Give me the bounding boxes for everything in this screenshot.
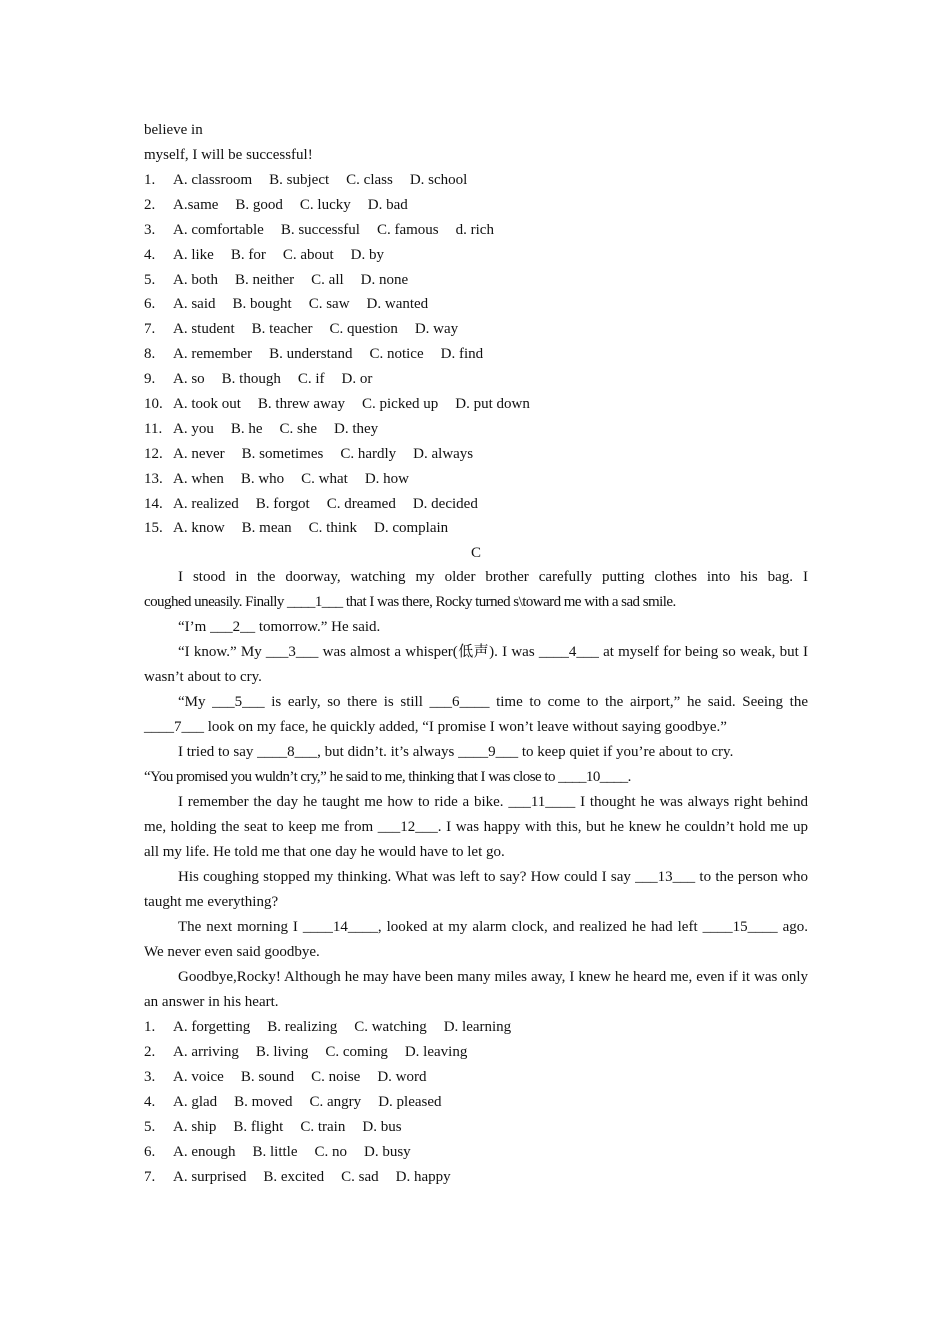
options-b-question-8 [144,342,808,367]
answer-choice: A. comfortable [173,221,264,238]
question-number: 12. [144,445,163,462]
answer-choice: B. mean [241,520,292,537]
options-b-question-13 [144,467,808,492]
answer-choice: D. busy [364,1143,411,1160]
passage-p4: “My ___5___ is early, so there is still ___6____ time to come to the airport,” he said. Seeing the ____7___ look on my face, he quickly added, “I promise I won’t leave without saying goodbye.” [144,694,808,736]
answer-choice: D. school [409,172,468,188]
answer-choice: C. think [308,520,358,537]
answer-choice: A. enough [173,1143,236,1160]
answer-choice: B. he [230,420,263,437]
answer-choice: C. sad [341,1168,379,1185]
answer-choice: D. bad [367,196,408,213]
answer-choice: A. glad [173,1094,218,1111]
options-b-question-12 [144,442,808,467]
answer-choice: C. if [297,371,325,388]
answer-choice: D. complain [374,520,449,537]
question-number: 4. [144,1094,156,1111]
answer-choice: C. class [346,172,393,188]
answer-choice: B. neither [235,271,295,288]
question-number: 15. [144,520,163,537]
passage-p9: Goodbye,Rocky! Although he may have been many miles away, I knew he heard me, even if it was only an answer in his heart. [144,969,808,1011]
answer-choice: C. she [279,420,318,437]
answer-choice: A. student [173,321,235,338]
options-b-question-7 [144,317,808,342]
question-number: 8. [144,346,156,363]
passage-p5-line2: “You promised you wuldn’t cry,” he said to me, thinking that I was close to ____10____. [144,769,631,786]
answer-choice: A. you [173,420,214,437]
options-b-question-15 [144,516,808,541]
passage-p2: “I’m ___2__ tomorrow.” He said. [178,619,381,636]
answer-choice: B. understand [269,346,353,363]
answer-choice: D. none [360,271,409,288]
options-b-question-3 [144,218,808,243]
answer-choice: C. coming [325,1044,388,1061]
answer-choice: D. or [341,371,373,388]
intro-line-1: believe in [144,122,203,138]
question-number: 2. [144,1044,156,1061]
options-b-question-14 [144,492,808,517]
answer-choice: B. sometimes [241,445,324,462]
question-number: 5. [144,1118,156,1135]
question-number: 10. [144,396,163,413]
answer-choice: A. arriving [173,1044,239,1061]
passage-p1-line2: coughed uneasily. Finally ____1___ that I was there, Rocky turned s\toward me with a sad smile. [144,594,676,611]
options-b-question-5 [144,268,808,293]
options-b-question-9 [144,367,808,392]
answer-choice: B. bought [232,296,292,313]
answer-choice: D. pleased [378,1094,442,1111]
answer-choice: C. about [282,246,334,263]
options-c-question-1 [144,1015,808,1040]
answer-choice: A. classroom [173,172,253,188]
passage-p7: His coughing stopped my thinking. What was left to say? How could I say ___13___ to the person who taught me everything? [144,869,808,911]
answer-choice: A. so [173,371,205,388]
options-list-c [144,1015,808,1189]
question-number: 4. [144,246,156,263]
question-number: 6. [144,296,156,313]
answer-choice: C. noise [311,1069,361,1086]
answer-choice: B. though [221,371,281,388]
options-c-question-7 [144,1165,808,1190]
options-c-question-6 [144,1140,808,1165]
passage-p5-line1: I tried to say ____8___, but didn’t. it’s always ____9___ to keep quiet if you’re about to cry. [178,744,734,761]
answer-choice: B. good [235,196,283,213]
answer-choice: B. who [240,470,285,487]
intro-line-2: myself, I will be successful! [144,147,313,163]
options-b-question-4 [144,243,808,268]
answer-choice: B. realizing [267,1019,338,1036]
answer-choice: D. always [413,445,474,462]
options-list-b [144,168,808,541]
answer-choice: D. how [364,470,410,487]
answer-choice: A. never [173,445,225,462]
answer-choice: A. voice [173,1069,224,1086]
answer-choice: C. what [301,470,348,487]
options-b-question-6 [144,292,808,317]
answer-choice: B. sound [240,1069,295,1086]
answer-choice: D. by [350,246,385,263]
question-number: 2. [144,196,156,213]
answer-choice: C. all [311,271,344,288]
question-number: 5. [144,271,156,288]
answer-choice: B. successful [280,221,360,238]
answer-choice: C. question [329,321,398,338]
answer-choice: C. notice [369,346,424,363]
answer-choice: A. said [173,296,216,313]
question-number: 6. [144,1143,156,1160]
answer-choice: D. happy [395,1168,451,1185]
passage-p8: The next morning I ____14____, looked at my alarm clock, and realized he had left ____15____ ago. We never even said goodbye. [144,919,808,961]
question-number: 3. [144,1069,156,1086]
question-number: 14. [144,495,163,512]
options-b-question-11 [144,417,808,442]
answer-choice: C. angry [309,1094,362,1111]
question-number: 7. [144,321,156,338]
answer-choice: B. forgot [255,495,310,512]
answer-choice: B. moved [234,1094,293,1111]
answer-choice: B. for [230,246,266,263]
section-c-heading: C [470,545,481,562]
passage-p3: “I know.” My ___3___ was almost a whisper(低声). I was ____4___ at myself for being so weak, but I wasn’t about to cry. [144,644,808,686]
answer-choice: B. teacher [251,321,313,338]
answer-choice: A. when [173,470,224,487]
passage-p1-line1: I stood in the doorway, watching my older brother carefully putting clothes into his bag. I [178,569,808,586]
answer-choice: D. they [334,420,379,437]
answer-choice: C. dreamed [326,495,396,512]
document-page [144,118,808,1190]
options-c-question-3 [144,1065,808,1090]
answer-choice: D. leaving [404,1044,468,1061]
answer-choice: A. forgetting [173,1019,251,1036]
answer-choice: A. took out [173,396,241,413]
answer-choice: A. ship [173,1118,217,1135]
answer-choice: A. both [173,271,218,288]
answer-choice: A. know [173,520,225,537]
answer-choice: B. subject [269,172,330,188]
options-c-question-4 [144,1090,808,1115]
question-number: 1. [144,1019,156,1036]
options-b-question-10 [144,392,808,417]
options-c-question-5 [144,1115,808,1140]
answer-choice: C. train [300,1118,346,1135]
answer-choice: D. way [414,321,459,338]
answer-choice: C. watching [354,1019,427,1036]
answer-choice: A. remember [173,346,253,363]
answer-choice: B. threw away [257,396,345,413]
answer-choice: A. like [173,246,214,263]
answer-choice: D. put down [455,396,530,413]
answer-choice: B. living [255,1044,309,1061]
answer-choice: A. surprised [173,1168,247,1185]
answer-choice: C. famous [376,221,439,238]
passage-p6: I remember the day he taught me how to ride a bike. ___11____ I thought he was always right behind me, holding the seat to keep me from ___12___. I was happy with this, but he knew he couldn’t hold me up all my life. He told me that one day he would have to let go. [144,794,808,861]
question-number: 11. [144,420,163,437]
answer-choice: D. bus [362,1118,402,1135]
question-number: 13. [144,470,163,487]
answer-choice: C. hardly [340,445,397,462]
answer-choice: B. flight [233,1118,284,1135]
answer-choice: D. decided [412,495,478,512]
question-number: 1. [144,172,156,188]
question-number: 9. [144,371,156,388]
answer-choice: B. little [252,1143,298,1160]
answer-choice: D. learning [443,1019,512,1036]
options-b-question-2 [144,193,808,218]
answer-choice: C. lucky [299,196,351,213]
options-b-question-1 [144,168,808,193]
answer-choice: C. picked up [361,396,439,413]
question-number: 7. [144,1168,156,1185]
answer-choice: D. wanted [366,296,429,313]
answer-choice: D. find [440,346,484,363]
answer-choice: C. no [314,1143,348,1160]
answer-choice: B. excited [263,1168,325,1185]
question-number: 3. [144,221,156,238]
answer-choice: D. word [377,1069,427,1086]
answer-choice: d. rich [455,221,494,238]
answer-choice: C. saw [308,296,350,313]
answer-choice: A.same [173,196,219,213]
answer-choice: A. realized [173,495,239,512]
options-c-question-2 [144,1040,808,1065]
